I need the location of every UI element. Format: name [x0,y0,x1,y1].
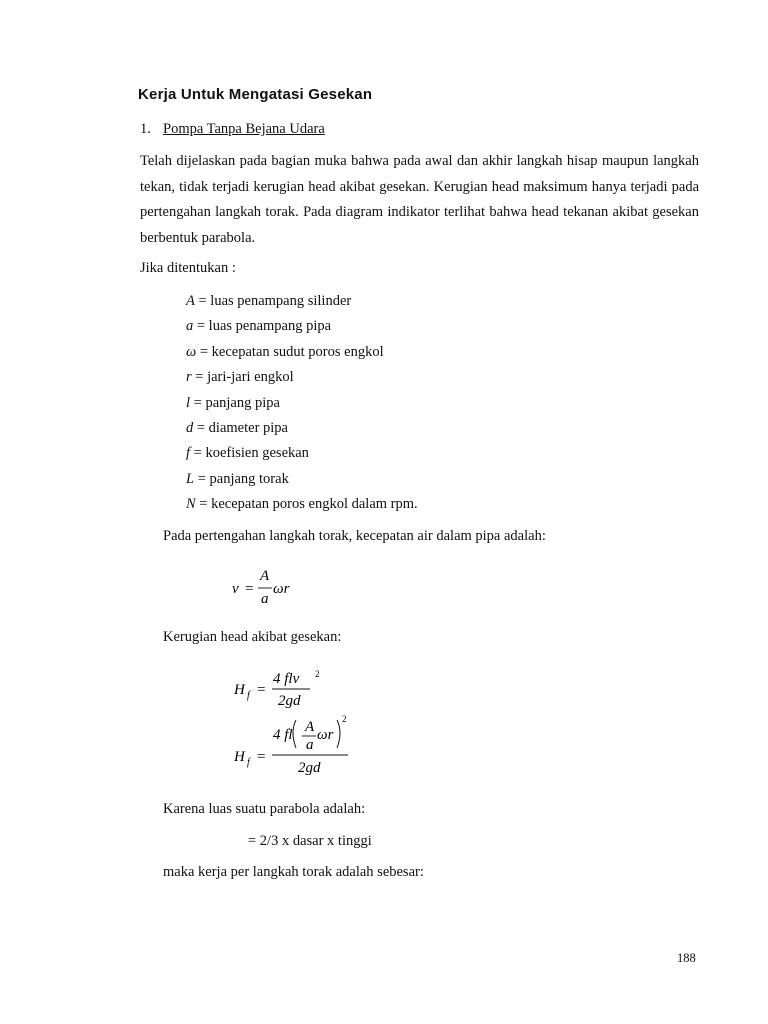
definition-text: = diameter pipa [193,419,288,436]
eq-h1-lhs: H [234,682,245,698]
velocity-intro: Pada pertengahan langkah torak, kecepatan air dalam pipa adalah: [163,528,546,544]
eq-h1-equals: = [257,682,266,698]
intro-paragraph: Telah dijelaskan pada bagian muka bahwa pada awal dan akhir langkah hisap maupun langkah tekan, tidak terjadi kerugian head akibat gesekan. Kerugian head maksimum hanya terjadi pada pertengahan langkah torak. Pada diagram indikator terlihat bahwa head tekanan akibat gesekan berbentuk parabola. [140,153,699,246]
definition-symbol: r [186,369,192,386]
eq-h1-denominator: 2gd [278,693,301,709]
parabola-formula: = 2/3 x dasar x tinggi [248,833,372,849]
definition-symbol: N [186,496,196,513]
definition-item [186,492,418,517]
eq-h1-subscript: f [247,690,250,701]
given-label: Jika ditentukan : [140,260,236,276]
definition-item [186,467,418,492]
definition-item [186,314,418,339]
definition-symbol: ω [186,343,197,360]
eq-h2-inner-denominator: a [306,737,314,753]
eq-h2-denominator: 2gd [298,760,321,776]
right-paren-icon [337,720,340,748]
subsection-title: Pompa Tanpa Bejana Udara [163,121,325,137]
eq-h2-equals: = [257,749,266,765]
definition-item [186,289,418,314]
eq-velocity-denominator: a [261,591,269,607]
definition-symbol: A [186,293,195,309]
definition-symbol: l [186,394,191,411]
head-loss-equation-2 [230,712,360,778]
eq-h2-superscript: 2 [342,714,347,724]
eq-velocity-tail: ωr [273,581,290,597]
eq-h1-numerator: 4 flv [273,671,300,687]
definition-text: = panjang torak [194,470,289,487]
definition-text: = jari-jari engkol [191,369,294,386]
definition-text: = luas penampang silinder [194,293,352,309]
definition-symbol: d [186,419,194,436]
eq-h2-inner-tail: ωr [317,727,334,743]
definition-text: = kecepatan poros engkol dalam rpm. [195,496,418,513]
eq-velocity-numerator: A [260,568,270,584]
eq-h2-inner-numerator: A [305,719,315,735]
definition-symbol: L [186,470,195,487]
definition-text: = luas penampang pipa [193,318,332,335]
subsection-number: 1. [140,121,151,137]
definition-symbol: f [186,445,191,462]
definition-text: = koefisien gesekan [190,445,309,462]
definition-item [186,391,418,416]
head-loss-intro: Kerugian head akibat gesekan: [163,629,342,645]
definition-item [186,365,418,390]
eq-velocity-lhs: v [232,581,239,597]
eq-velocity-equals: = [245,581,254,597]
definition-item [186,416,418,441]
left-paren-icon [293,720,296,748]
parabola-intro: Karena luas suatu parabola adalah: [163,801,366,817]
definition-item [186,340,418,365]
definitions-list [186,289,418,518]
section-heading: Kerja Untuk Mengatasi Gesekan [138,86,373,103]
head-loss-equation-1 [230,668,330,712]
definition-symbol: a [186,318,194,335]
eq-h2-subscript: f [247,757,250,768]
page-number: 188 [677,951,696,965]
eq-h2-lhs: H [234,749,245,765]
definition-item [186,441,418,466]
velocity-equation [228,564,318,610]
definition-text: = kecepatan sudut poros engkol [196,343,384,360]
eq-h1-superscript: 2 [315,669,320,679]
definition-text: = panjang pipa [190,394,280,411]
eq-h2-numerator-prefix: 4 fl [273,727,293,743]
work-intro: maka kerja per langkah torak adalah sebesar: [163,864,424,880]
